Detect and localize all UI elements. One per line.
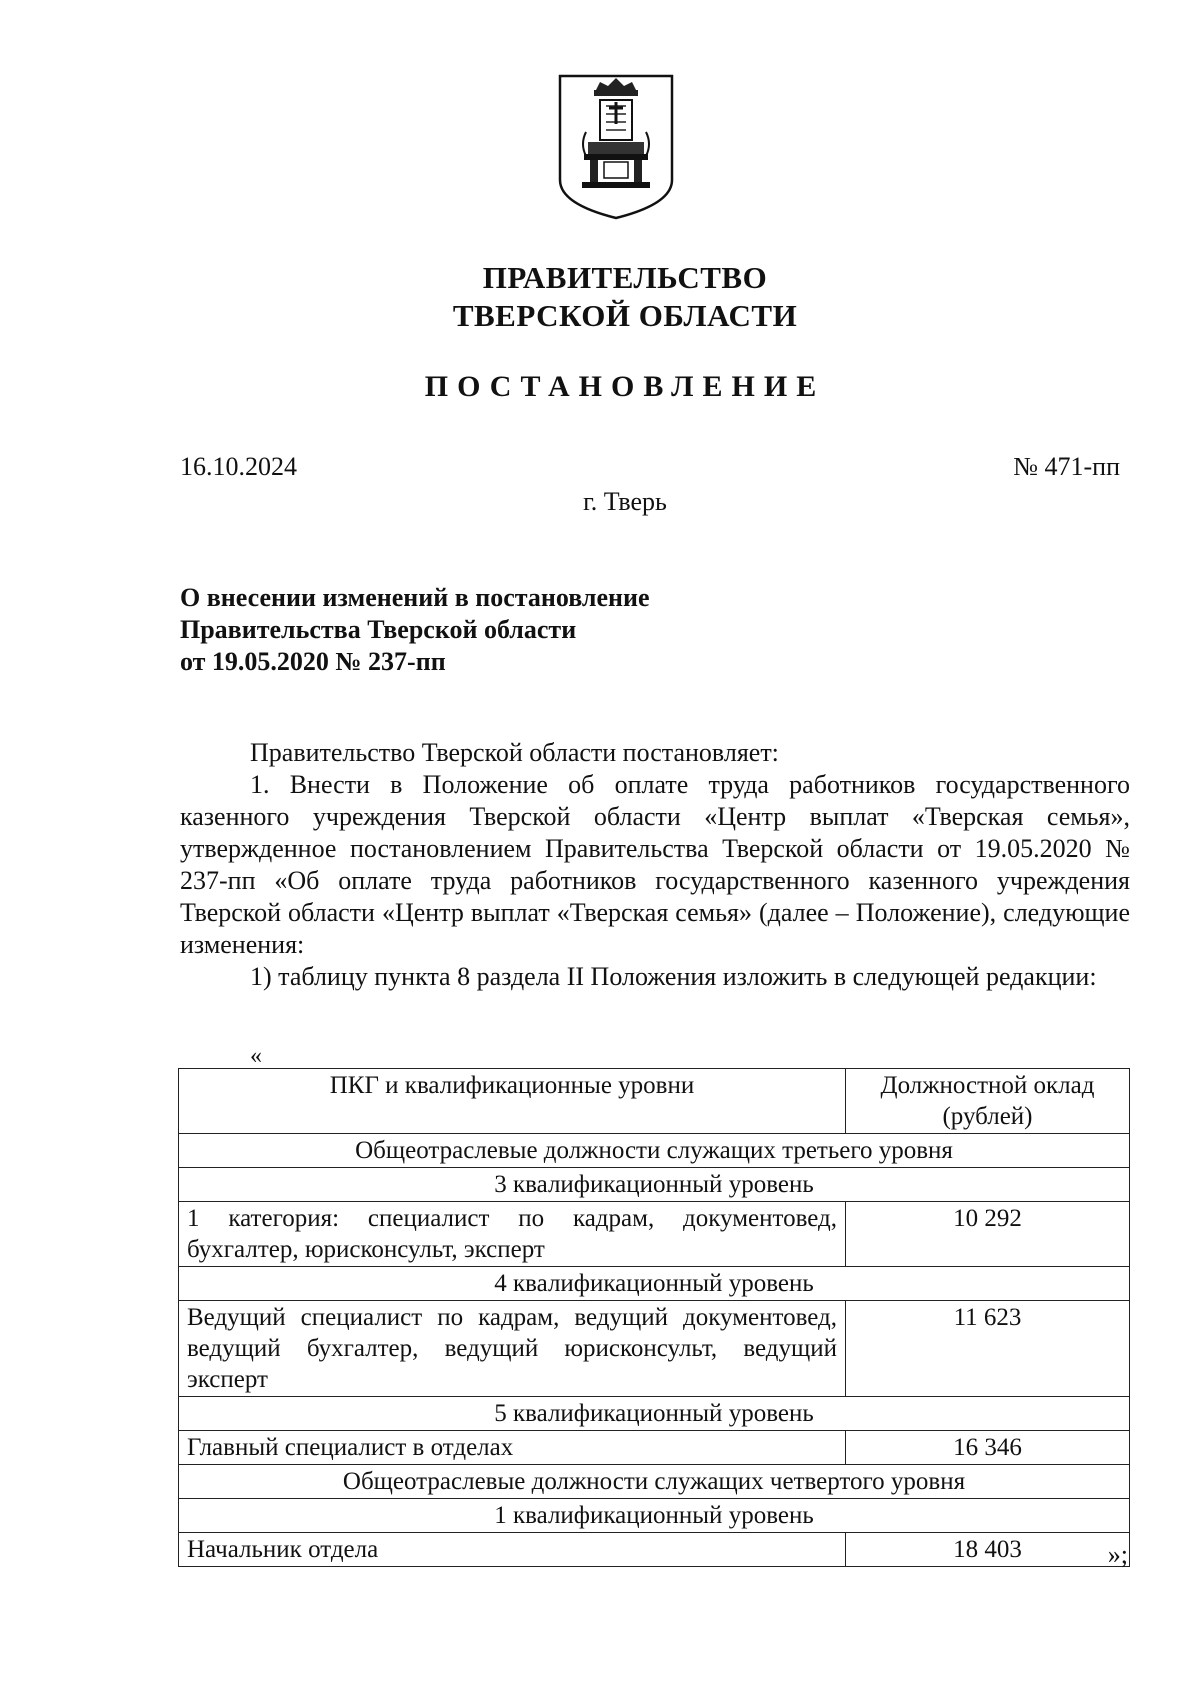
subject-line: от 19.05.2020 № 237-пп — [180, 647, 446, 676]
position-name: 1 категория: специалист по кадрам, документовед, бухгалтер, юрисконсульт, эксперт — [179, 1202, 846, 1267]
table-row — [179, 1301, 1130, 1397]
body-item-1-1: 1) таблицу пункта 8 раздела II Положения изложить в следующей редакции: — [250, 962, 1097, 991]
organization-name-line1: ПРАВИТЕЛЬСТВО — [482, 260, 768, 295]
body-item-1: 1. Внести в Положение об оплате труда работников государственного казенного учреждения Тверской области «Центр выплат «Тверская семья», утвержденное постановлением Правительства Тверской области от 19.05.2020 № 237-пп «Об оплате труда работников государственного казенного учреждения Тверской области «Центр выплат «Тверская семья» (далее – Положение), следующие изменения: — [180, 770, 1130, 959]
table-row — [179, 1134, 1130, 1168]
coat-of-arms-emblem — [556, 72, 676, 222]
table-row — [179, 1397, 1130, 1431]
group-heading: Общеотраслевые должности служащих четвертого уровня — [179, 1465, 1130, 1499]
document-number: № 471-пп — [1013, 452, 1120, 481]
level-heading: 4 квалификационный уровень — [179, 1267, 1130, 1301]
level-heading: 3 квалификационный уровень — [179, 1168, 1130, 1202]
column-header-qualification: ПКГ и квалификационные уровни — [179, 1069, 846, 1134]
document-subject — [180, 582, 650, 678]
group-heading: Общеотраслевые должности служащих третьего уровня — [179, 1134, 1130, 1168]
organization-name-line2: ТВЕРСКОЙ ОБЛАСТИ — [452, 298, 798, 333]
salary-table — [178, 1068, 1130, 1567]
quote-close-mark: »; — [1107, 1540, 1128, 1569]
column-header-salary: Должностной оклад (рублей) — [846, 1069, 1130, 1134]
salary-value: 18 403 — [846, 1533, 1130, 1567]
table-row — [179, 1431, 1130, 1465]
table-row — [179, 1465, 1130, 1499]
salary-value: 11 623 — [846, 1301, 1130, 1397]
body-lead-paragraph: Правительство Тверской области постановляет: — [250, 738, 779, 767]
subject-line: О внесении изменений в постановление — [180, 583, 650, 612]
document-date: 16.10.2024 — [180, 452, 297, 481]
level-heading: 5 квалификационный уровень — [179, 1397, 1130, 1431]
position-name: Главный специалист в отделах — [179, 1431, 846, 1465]
document-body — [180, 737, 1130, 993]
subject-line: Правительства Тверской области — [180, 615, 577, 644]
quote-open-mark: « — [250, 1043, 262, 1069]
salary-value: 10 292 — [846, 1202, 1130, 1267]
salary-value: 16 346 — [846, 1431, 1130, 1465]
table-row — [179, 1499, 1130, 1533]
table-row — [179, 1533, 1130, 1567]
document-city: г. Тверь — [583, 487, 667, 516]
table-row — [179, 1202, 1130, 1267]
table-header-row — [179, 1069, 1130, 1134]
position-name: Ведущий специалист по кадрам, ведущий документовед, ведущий бухгалтер, ведущий юрисконсульт, ведущий эксперт — [179, 1301, 846, 1397]
table-row — [179, 1267, 1130, 1301]
table-row — [179, 1168, 1130, 1202]
document-type-title: ПОСТАНОВЛЕНИЕ — [424, 370, 826, 403]
position-name: Начальник отдела — [179, 1533, 846, 1567]
level-heading: 1 квалификационный уровень — [179, 1499, 1130, 1533]
